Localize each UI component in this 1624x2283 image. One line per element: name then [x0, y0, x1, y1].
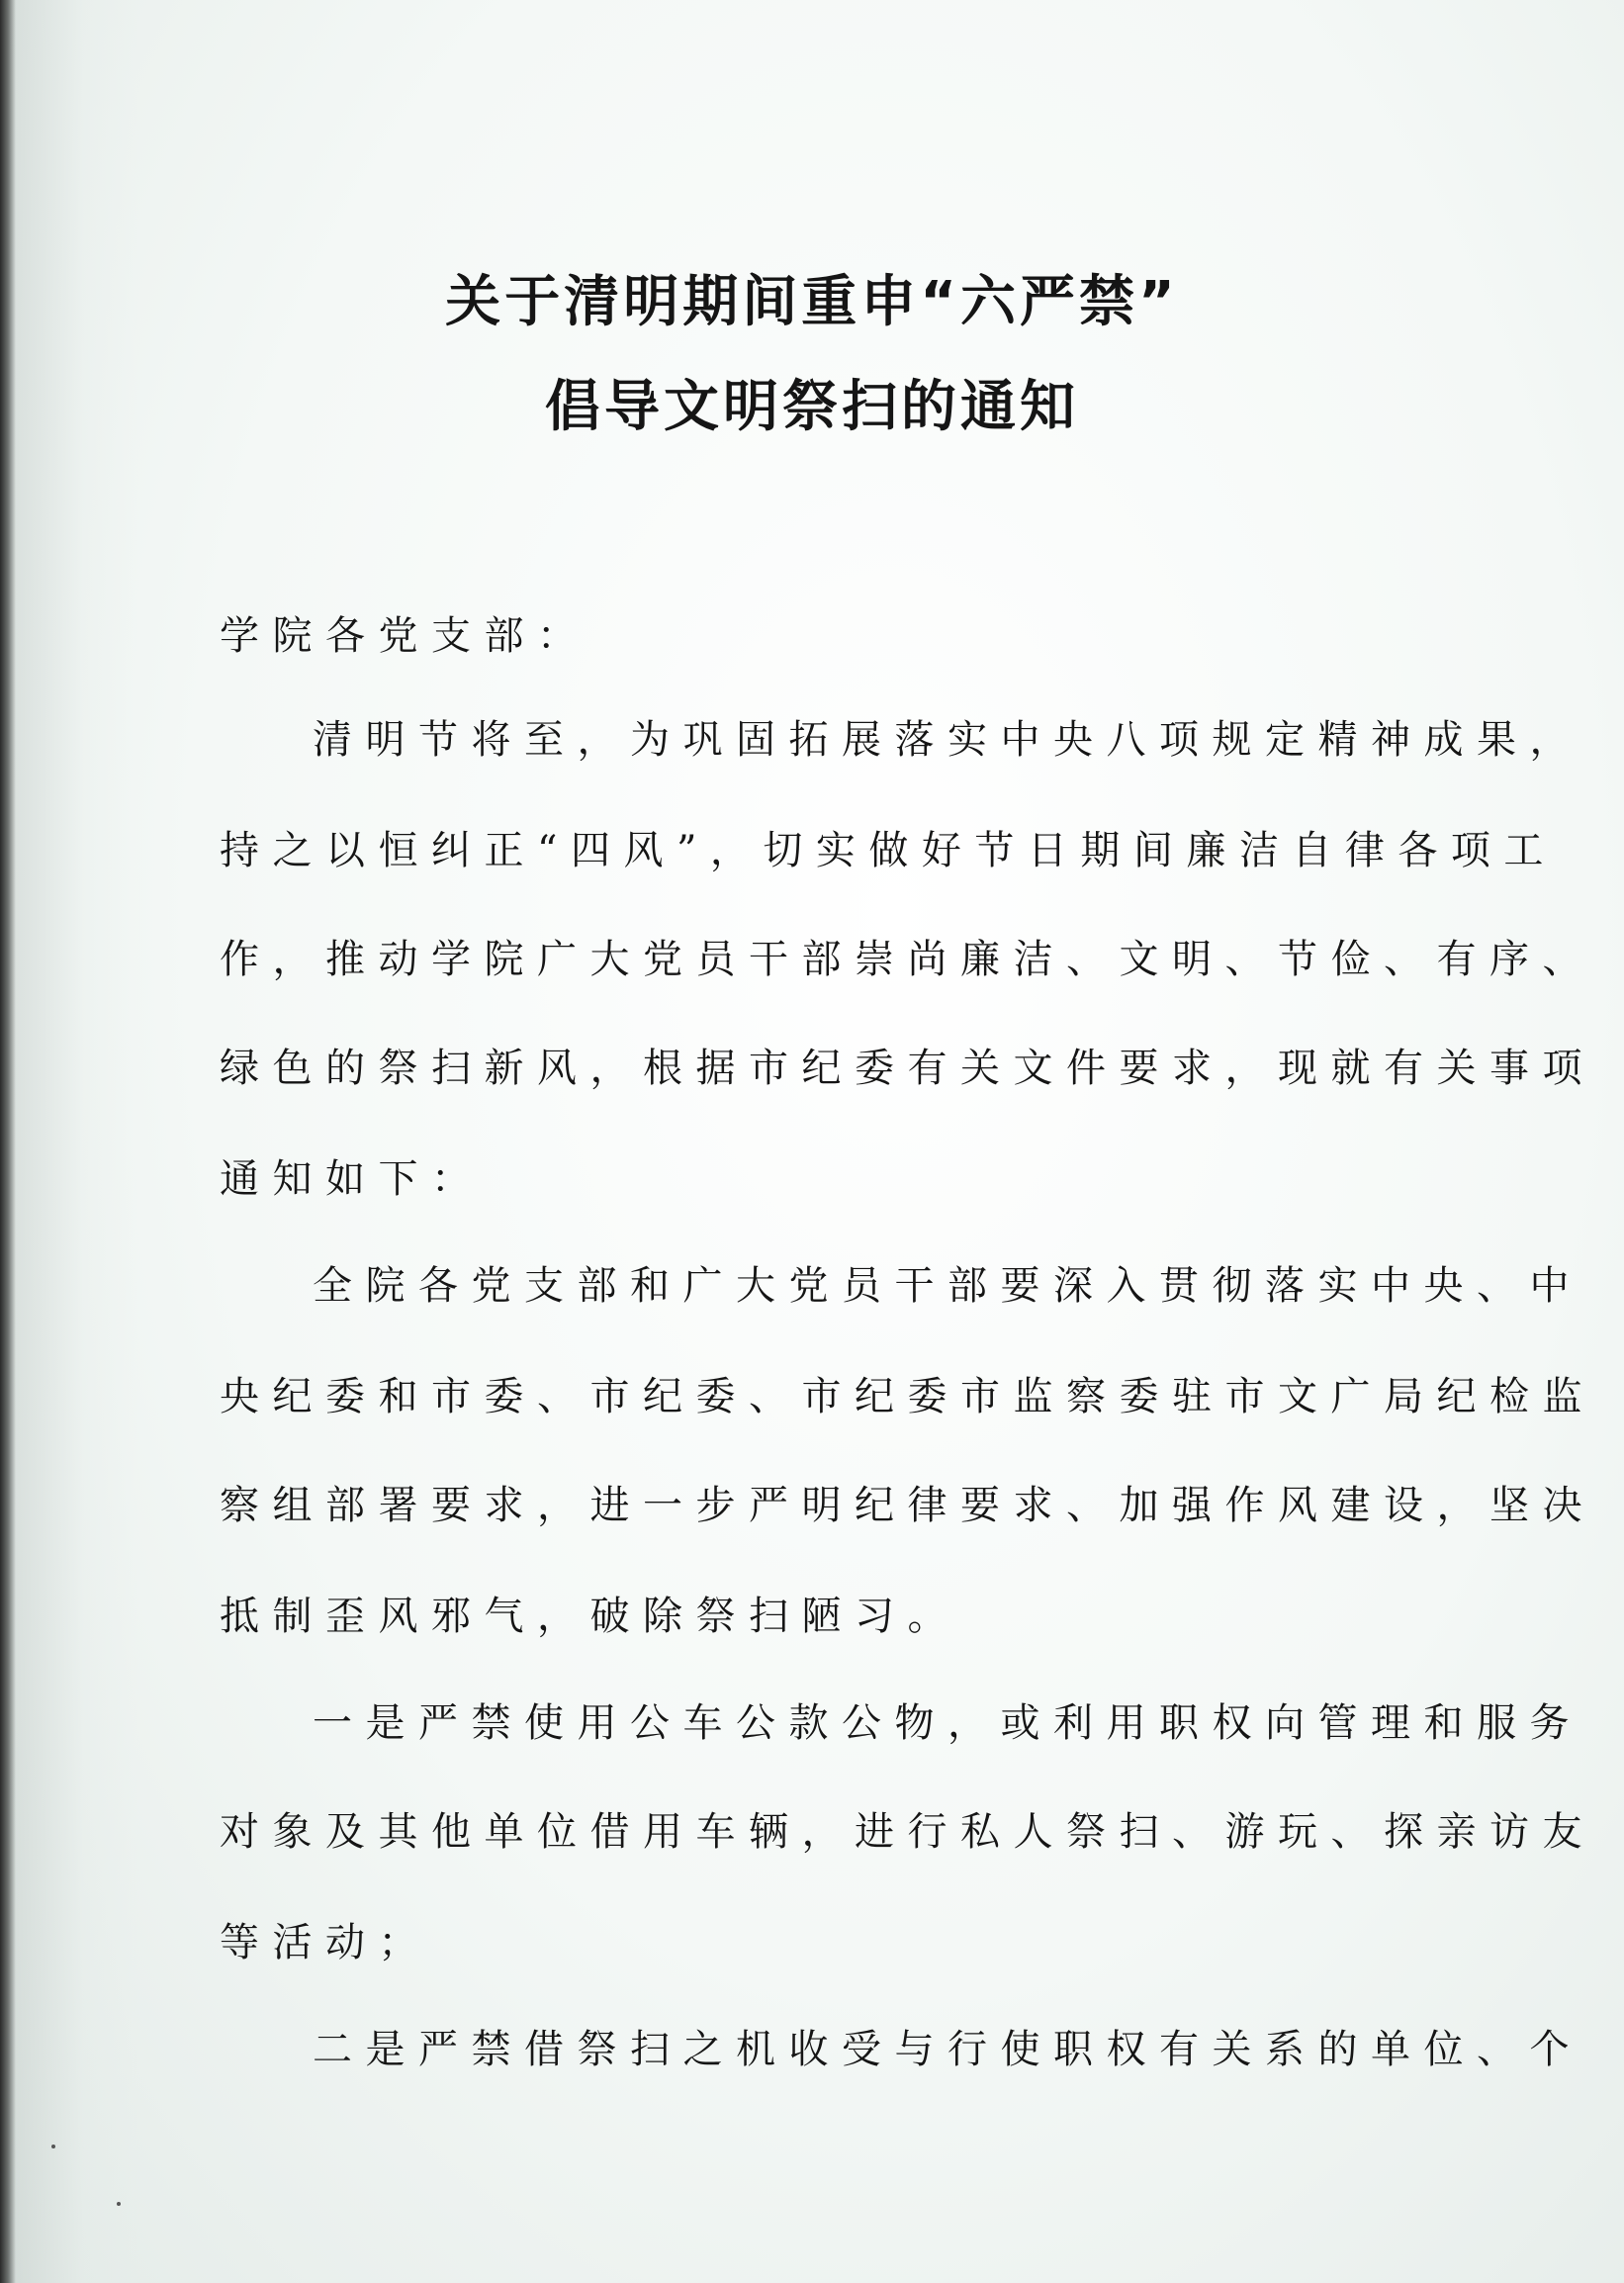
body-line: 全院各党支部和广大党员干部要深入贯彻落实中央、中	[313, 1263, 1582, 1309]
body-line: 清明节将至，为巩固拓展落实中央八项规定精神成果，	[313, 717, 1582, 763]
body-line: 抵制歪风邪气，破除祭扫陋习。	[220, 1594, 960, 1639]
document-title-line-1: 关于清明期间重申“六严禁”	[445, 270, 1179, 334]
paper-speck	[117, 2202, 121, 2206]
paper-crease-shadow	[0, 0, 138, 2283]
body-line: 一是严禁使用公车公款公物，或利用职权向管理和服务	[313, 1700, 1582, 1746]
body-line: 对象及其他单位借用车辆，进行私人祭扫、游玩、探亲访友	[220, 1809, 1595, 1855]
body-line: 央纪委和市委、市纪委、市纪委市监察委驻市文广局纪检监	[220, 1374, 1595, 1419]
body-line: 察组部署要求，进一步严明纪律要求、加强作风建设，坚决	[220, 1483, 1595, 1528]
document-title-line-2: 倡导文明祭扫的通知	[545, 375, 1079, 439]
body-line: 持之以恒纠正“四风”，切实做好节日期间廉洁自律各项工	[220, 828, 1557, 873]
body-line: 绿色的祭扫新风，根据市纪委有关文件要求，现就有关事项	[220, 1046, 1595, 1091]
body-line: 二是严禁借祭扫之机收受与行使职权有关系的单位、个	[313, 2027, 1582, 2072]
body-line: 通知如下：	[220, 1156, 485, 1202]
salutation: 学院各党支部：	[220, 613, 590, 659]
paper-speck	[51, 2145, 55, 2148]
body-line: 等活动；	[220, 1920, 431, 1965]
body-line: 作，推动学院广大党员干部崇尚廉洁、文明、节俭、有序、	[220, 937, 1595, 982]
paper-left-edge	[0, 0, 16, 2283]
